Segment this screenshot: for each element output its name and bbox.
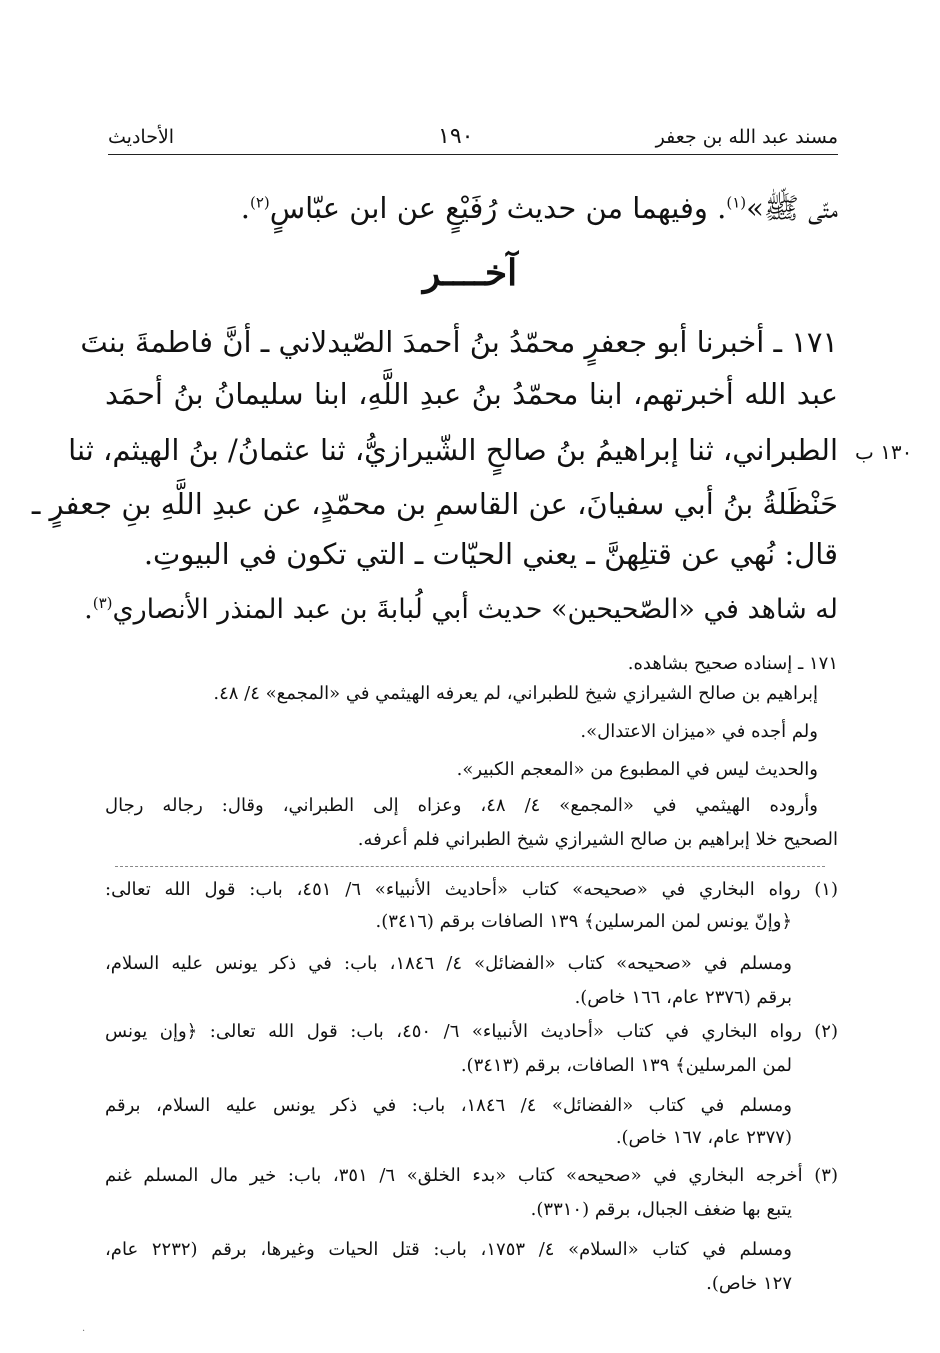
footnote-1-line-1 bbox=[105, 876, 838, 904]
scan-speck: · bbox=[82, 1326, 86, 1337]
footnote-3-line-1 bbox=[105, 1162, 838, 1190]
intro-line bbox=[105, 188, 838, 228]
witness-end: . bbox=[84, 594, 93, 625]
book-title: مسند عبد الله بن جعفر bbox=[655, 126, 838, 148]
footnote-3-line-2: يتبع بها ضغف الجبال، برقم (٣٣١٠). bbox=[530, 1199, 792, 1220]
commentary-line-4: والحديث ليس في المطبوع من «المعجم الكبير». bbox=[456, 759, 818, 780]
footnote-2-number: (٢) bbox=[814, 1021, 838, 1042]
commentary-text-1: ـ إسناده صحيح بشاهده. bbox=[627, 653, 804, 674]
witness-line bbox=[84, 590, 838, 630]
footnote-1-line-4: برقم (٢٣٧٦ عام، ١٦٦ خاص). bbox=[574, 987, 792, 1008]
footnote-ref-1[interactable]: (١) bbox=[726, 193, 747, 212]
footnote-ref-2[interactable]: (٢) bbox=[249, 193, 270, 212]
footnote-1-text-1: رواه البخاري في «صحيحه» كتاب «أحاديث الأنبياء» ٦/ ٤٥١، باب: قول الله تعالى: bbox=[105, 879, 801, 900]
page-header bbox=[108, 120, 838, 156]
footnote-3-line-3: ومسلم في كتاب «السلام» ٤/ ١٧٥٣، باب: قتل الحيات وغيرها، برقم (٢٢٣٢ عام، bbox=[105, 1239, 792, 1260]
section-name: الأحاديث bbox=[108, 126, 175, 148]
commentary-line-6: الصحيح خلا إبراهيم بن صالح الشيرازي شيخ الطبراني فلم أعرفه. bbox=[357, 829, 838, 850]
intro-text-2: . وفيهما من حديث رُفَيْعٍ عن ابن عبّاسٍ bbox=[269, 191, 727, 225]
hadith-line-4: حَنْظَلةُ بنُ أبي سفيانَ، عن القاسمِ بن محمّدٍ، عن عبدِ اللَّهِ بنِ جعفرٍ ـ bbox=[31, 487, 838, 521]
commentary-line-2: إبراهيم بن صالح الشيرازي شيخ للطبراني، لم يعرفه الهيثمي في «المجمع» ٤/ ٤٨. bbox=[213, 683, 818, 704]
commentary-number: ١٧١ bbox=[808, 653, 838, 674]
footnote-3-text-1: أخرجه البخاري في «صحيحه» كتاب «بدء الخلق» ٦/ ٣٥١، باب: خير مال المسلم غنم bbox=[105, 1165, 803, 1186]
commentary-line-3: ولم أجده في «ميزان الاعتدال». bbox=[580, 721, 818, 742]
footnote-2-line-4: (٢٣٧٧ عام، ١٦٧ خاص). bbox=[615, 1127, 792, 1148]
commentary-line-5: وأروده الهيثمي في «المجمع» ٤/ ٤٨، وعزاه إلى الطبراني، وقال: رجاله رجال bbox=[105, 795, 818, 816]
page-number: ١٩٠ bbox=[438, 124, 474, 149]
footnote-3-line-4: ١٢٧ خاص). bbox=[706, 1273, 792, 1294]
section-title: آخــــر bbox=[422, 252, 518, 294]
footnote-2-text-1: رواه البخاري في كتاب «أحاديث الأنبياء» ٦/ ٤٥٠، باب: قول الله تعالى: ﴿وإن يونس bbox=[105, 1021, 802, 1042]
intro-text: متّى ﷺ» bbox=[746, 191, 838, 225]
header-rule bbox=[108, 154, 838, 155]
footnote-2-line-3: ومسلم في كتاب «الفضائل» ٤/ ١٨٤٦، باب: في ذكر يونس عليه السلام، برقم bbox=[105, 1095, 792, 1116]
footnote-separator bbox=[115, 866, 825, 867]
footnote-1-number: (١) bbox=[814, 879, 838, 900]
hadith-line-5: قال: نُهي عن قتلِهنَّ ـ يعني الحيّات ـ التي تكون في البيوتِ. bbox=[143, 537, 838, 571]
witness-text: له شاهد في «الصّحيحين» حديث أبي لُبابةَ بن عبد المنذر الأنصاري bbox=[112, 594, 838, 625]
commentary-line-1 bbox=[105, 650, 838, 678]
hadith-line-2: عبد الله أخبرتهم، ابنا محمّدُ بنُ عبدِ اللَّهِ، ابنا سليمانُ بنُ أحمَد bbox=[105, 377, 838, 411]
intro-end: . bbox=[240, 191, 250, 225]
footnote-1-line-2: ﴿وإنّ يونس لمن المرسلين﴾ ١٣٩ الصافات برقم (٣٤١٦). bbox=[375, 911, 792, 932]
footnote-2-line-2: لمن المرسلين﴾ ١٣٩ الصافات، برقم (٣٤١٣). bbox=[460, 1055, 792, 1076]
footnote-3-number: (٣) bbox=[814, 1165, 838, 1186]
hadith-line-1: ١٧١ ـ أخبرنا أبو جعفرٍ محمّدُ بنُ أحمدَ الصّيدلاني ـ أنَّ فاطمةَ بنتَ bbox=[80, 325, 838, 359]
footnote-ref-3[interactable]: (٣) bbox=[92, 594, 113, 612]
footnote-2-line-1 bbox=[105, 1018, 838, 1046]
footnote-1-line-3: ومسلم في «صحيحه» كتاب «الفضائل» ٤/ ١٨٤٦، باب: في ذكر يونس عليه السلام، bbox=[105, 953, 792, 974]
hadith-line-3: الطبراني، ثنا إبراهيمُ بنُ صالحٍ الشّيرازيُّ، ثنا عثمانُ/ بنُ الهيثم، ثنا bbox=[68, 433, 838, 467]
manuscript-folio-note: ١٣٠ ب bbox=[855, 440, 913, 464]
